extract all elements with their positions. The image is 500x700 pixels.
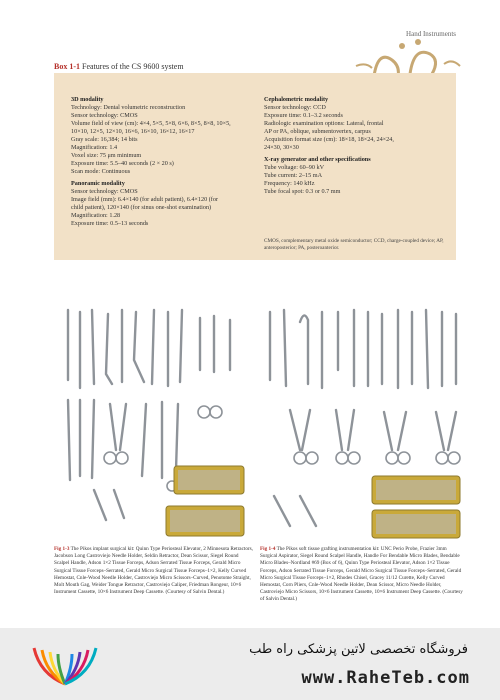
box-spec-line: Voxel size: 75 μm minimum xyxy=(71,152,142,159)
box-heading xyxy=(54,62,184,71)
figure-label: Fig 1-4 xyxy=(260,546,276,552)
box-spec-line: Tube focal spot: 0.3 or 0.7 mm xyxy=(264,188,341,195)
figure-caption-text: The Pikos implant surgical kit: Quinn Type Periosteal Elevator, 2 Minnesota Retractors, Jacobson Long Castroviejo Needle Holder, Seldin Retractor, Dean Scissor, Siegel Round Scalpel Handle, Adson 1×2 Tissue Forceps, Adson Serrated Tissue Forceps, Gerald Micro Surgical Tissue Forceps–Serrated, Gerald Micro Surgical Tissue Forceps–1×2, Kelly Curved Hemostat, Cnle-Wood Needle Holder, Castroviejo Micro Scissors–Curved, Penotome Straight, Molt Mouth Gag, Weider Tongue Retractor, Castroviejo Caliper, Friedman Rongeur, 10×6 Instrument Cassette, 10×6 Instrument Deep Cassette. (Courtesy of Salvin Dental.) xyxy=(54,546,253,596)
box-spec-line: Exposure time: 0.5–13 seconds xyxy=(71,220,149,227)
box-right-column xyxy=(264,96,449,196)
box-spec-line: Tube voltage: 60–90 kV xyxy=(264,164,325,171)
box-spec-line: Sensor technology: CMOS xyxy=(71,112,138,119)
store-name-persian: فروشگاه تخصصی لاتین پزشکی راه طب xyxy=(249,642,468,657)
surgical-instruments-image xyxy=(54,300,252,540)
figure-caption-left xyxy=(54,546,254,596)
box-spec-line: Magnification: 1.4 xyxy=(71,144,118,151)
box-spec-line: Radiologic examination options: Lateral, frontal xyxy=(264,120,384,127)
store-footer-banner xyxy=(0,628,500,700)
store-url[interactable]: www.RaheTeb.com xyxy=(301,668,470,688)
box-number: Box 1-1 xyxy=(54,62,80,71)
box-section-title: 3D modality xyxy=(71,96,104,103)
box-spec-line: Volume field of view (cm): 4×4, 5×5, 5×8, 6×6, 8×5, 8×8, 10×5, xyxy=(71,120,231,127)
box-spec-line: 24×30, 30×30 xyxy=(264,144,299,151)
box-spec-line: Gray scale: 16,384; 14 bits xyxy=(71,136,138,143)
box-spec-line: AP or PA, oblique, submentovertex, carpus xyxy=(264,128,371,135)
box-spec-line: child patient), 120×140 (for sinus one-shot examination) xyxy=(71,204,212,211)
box-section-title: Panoramic modality xyxy=(71,180,125,187)
figure-implant-kit-photo xyxy=(54,300,252,540)
box-spec-line: Sensor technology: CMOS xyxy=(71,188,138,195)
running-header: Hand Instruments xyxy=(406,30,456,38)
features-box xyxy=(54,73,456,260)
figure-caption-right xyxy=(260,546,465,604)
surgical-instruments-image xyxy=(260,300,465,540)
figure-label: Fig 1-3 xyxy=(54,546,70,552)
box-section-title: Cephalometric modality xyxy=(264,96,329,103)
box-spec-line: Exposure time: 5.5–40 seconds (2 × 20 s) xyxy=(71,160,174,167)
box-left-column xyxy=(71,96,256,228)
box-spec-line: Tube current: 2–15 mA xyxy=(264,172,323,179)
box-spec-line: Exposure time: 0.1–3.2 seconds xyxy=(264,112,343,119)
rainbow-book-logo-icon xyxy=(30,638,100,690)
box-spec-line: Image field (mm): 6.4×140 (for adult patient), 6.4×120 (for xyxy=(71,196,219,203)
box-abbreviations: CMOS, complementary metal oxide semiconductor; CCD, charge-coupled device; AP, anteroposterior; PA, posteroanterior. xyxy=(264,238,444,251)
box-title: Features of the CS 9600 system xyxy=(82,62,184,71)
box-spec-line: Scan mode: Continuous xyxy=(71,168,131,175)
box-section-title: X-ray generator and other specifications xyxy=(264,156,371,163)
box-spec-line: Acquisition format size (cm): 18×18, 18×24, 24×24, xyxy=(264,136,394,143)
figure-soft-tissue-kit-photo xyxy=(260,300,465,540)
box-spec-line: Sensor technology: CCD xyxy=(264,104,326,111)
box-spec-line: Frequency: 140 kHz xyxy=(264,180,315,187)
box-spec-line: Magnification: 1.28 xyxy=(71,212,121,219)
box-spec-line: Technology: Dental volumetric reconstruction xyxy=(71,104,186,111)
figure-caption-text: The Pikos soft tissue grafting instrumentation kit: UNC Perio Probe, Frazier 3mm Surgical Aspirator, Siegel Round Scalpel Handle, Handle For Bendable Micro Blades, Bendable Micro Blades–Nordland #69 (Box of 6), Quinn Type Periosteal Elevator, Adson 1×2 Tissue Forceps, Adson Serrated Tissue Forceps, Gerald Micro Surgical Tissue Forceps–Serrated, Gerald Micro Surgical Tissue Forceps–1×2, Rhodes Chisel, Gracey 11/12 Curette, Kelly Curved Hemostat, Corn Pliers, Cnle-Wood Needle Holder, Dean Scissor, Micro Needle Holder, Castroviejo Micro Scissors, 10×6 Instrument Cassette, 10×6 Instrument Deep Cassette. (Courtesy of Salvin Dental.) xyxy=(260,546,463,603)
box-spec-line: 10×10, 12×5, 12×10, 16×6, 16×10, 16×12, 16×17 xyxy=(71,128,195,135)
